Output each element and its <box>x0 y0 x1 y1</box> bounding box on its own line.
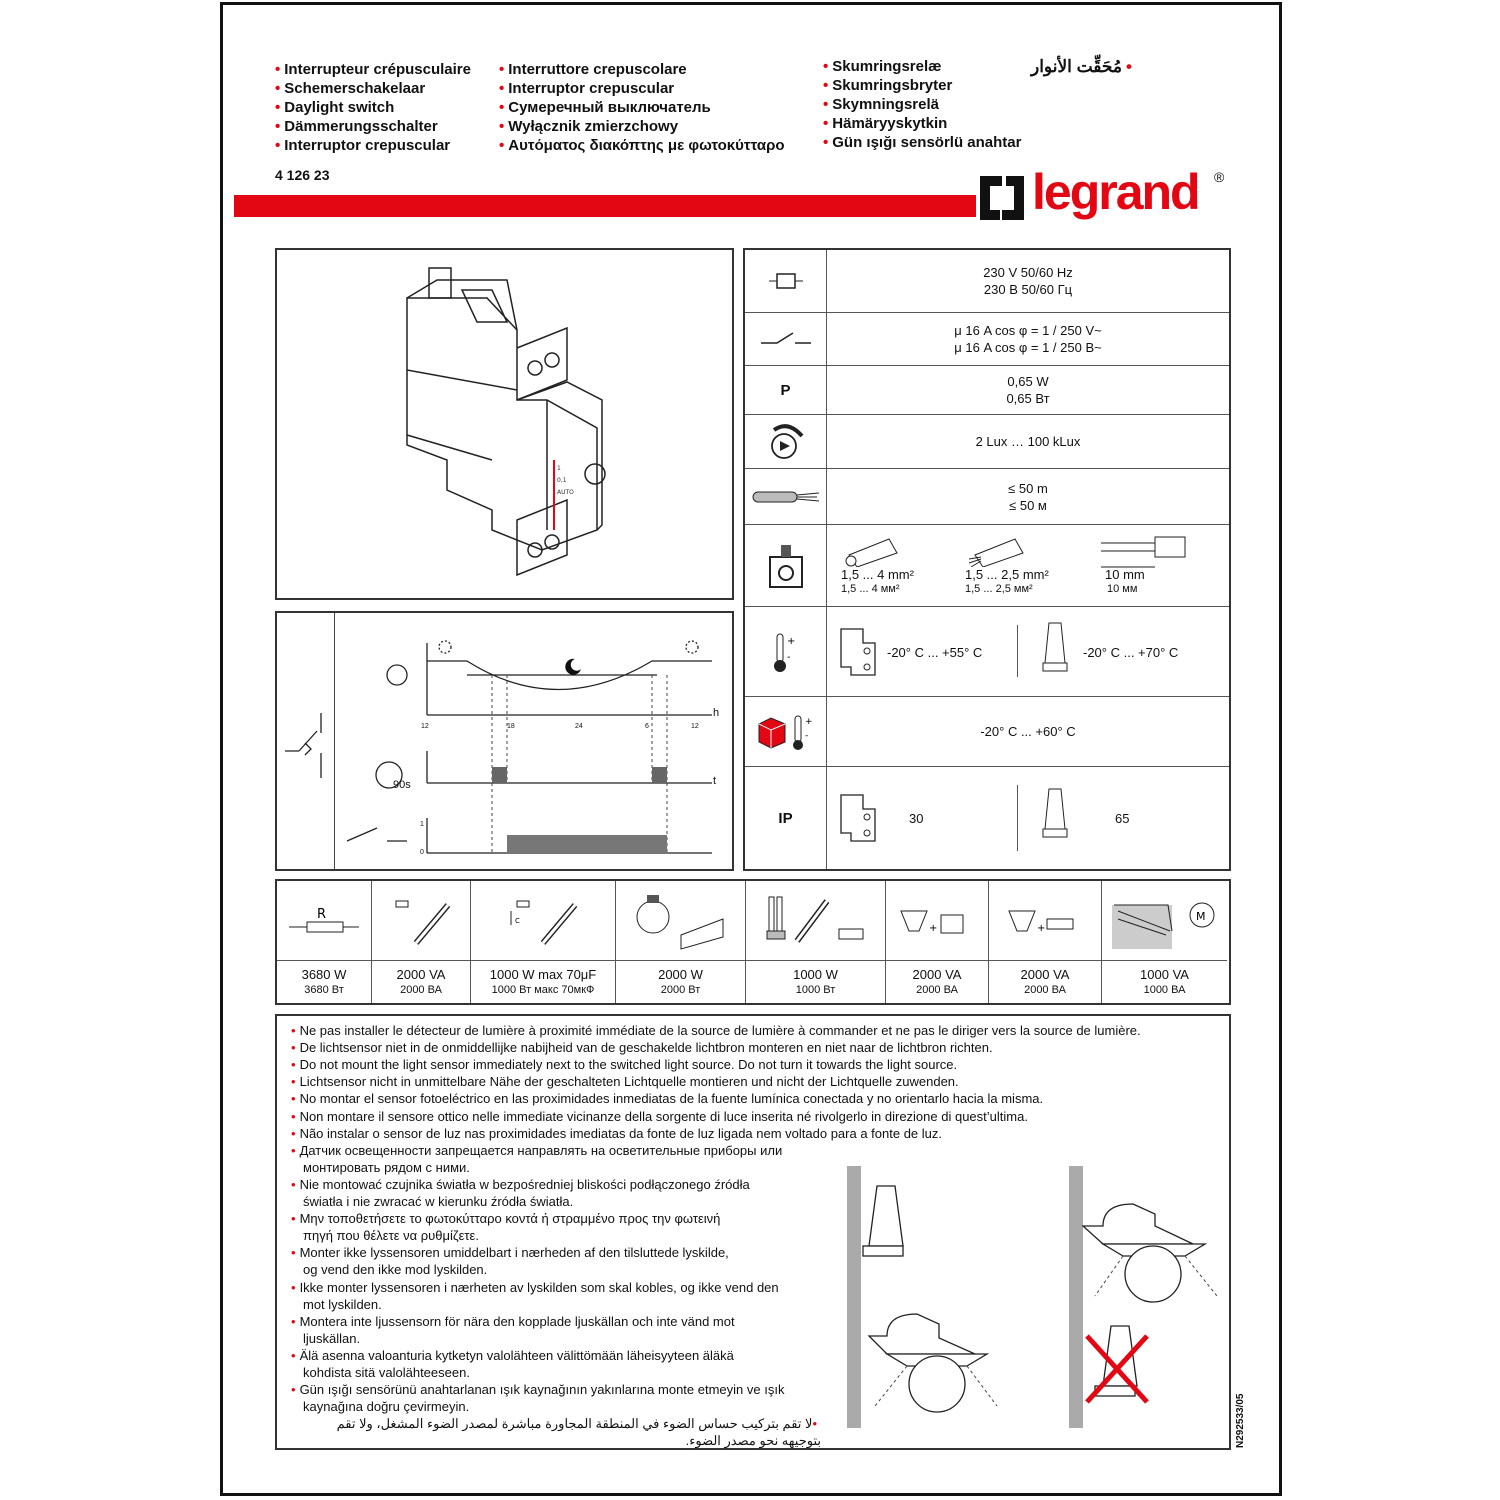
moon-icon <box>565 659 581 675</box>
wall-left <box>847 1166 861 1428</box>
load-value-ru-4: 1000 Вт <box>795 984 836 996</box>
col2-3: • Wyłącznik zmierzchowy <box>499 118 679 135</box>
col3-0: • Skumringsrelæ <box>823 58 942 75</box>
load-cell-2 <box>471 881 616 1003</box>
title-arabic: مُحَقِّت الأنوار • <box>1031 57 1132 76</box>
note-line-21: • Gün ışığı sensörünü anahtarlanan ışık kaynağının yakınlarına monte etmeyin ve ışık <box>291 1382 785 1398</box>
col3-2: • Skymningsrelä <box>823 96 939 113</box>
output-on-block <box>507 835 667 853</box>
svg-text:+: + <box>1037 922 1046 934</box>
terminal-screw-icon <box>768 543 804 589</box>
svg-text:AUTO: AUTO <box>557 489 574 496</box>
col1-4: • Interruptor crepuscular <box>275 137 451 154</box>
contact-icon <box>761 329 811 349</box>
delay-block-evening <box>492 767 507 783</box>
spec-contact: μ 16 A cos φ = 1 / 250 V~ μ 16 A cos φ = 1 / 250 В~ <box>745 313 1229 366</box>
svg-text:+: + <box>929 922 938 934</box>
product-picture-box <box>275 248 734 600</box>
spec-supply: 230 V 50/60 Hz 230 В 50/60 Гц <box>745 250 1229 313</box>
spec-ip: IP 30 65 <box>745 767 1229 869</box>
note-line-22: kaynağına doğru çevirmeyin. <box>303 1399 470 1415</box>
load-value-ru-1: 2000 ВА <box>400 984 442 996</box>
tick-12a: 12 <box>421 723 429 730</box>
light-sensor-icon <box>766 422 806 462</box>
note-line-15: • Ikke monter lyssensoren i nærheten av lyskilden som skal kobles, og ikke vend den <box>291 1279 779 1295</box>
note-line-11: • Μην τοποθετήσετε το φωτοκύτταρο κοντά ή στραμμένο προς την φωτεινή <box>291 1211 721 1227</box>
load-value-6: 2000 VA <box>1020 967 1070 982</box>
load-icon-3 <box>616 881 745 961</box>
wire-rigid-label: 1,5 ... 4 mm² <box>841 567 914 582</box>
load-value-4: 1000 W <box>793 967 838 982</box>
note-line-9: • Nie montować czujnika światła w bezpośredniej bliskości podłączonego źródła <box>291 1176 750 1192</box>
title-col-3 <box>823 57 1021 152</box>
y-1: 1 <box>420 821 424 828</box>
document-code: N292533/05 <box>1235 1393 1246 1448</box>
load-value-ru-5: 2000 ВА <box>916 984 958 996</box>
module-small-icon <box>837 621 881 681</box>
wall-right <box>1069 1166 1083 1428</box>
rigid-wire-icon <box>841 533 901 567</box>
load-value-3: 2000 W <box>658 967 703 982</box>
note-line-0: • Ne pas installer le détecteur de lumière à proximité immédiate de la source de lumière à commander et ne pas le diriger vers la source de lumière. <box>291 1023 1141 1038</box>
delay-90s: 90s <box>393 779 411 791</box>
col1-0: • Interrupteur crépusculaire <box>275 61 471 78</box>
spec-power: P 0,65 W 0,65 Вт <box>745 366 1229 415</box>
load-value-ru-7: 1000 ВА <box>1143 984 1186 996</box>
note-line-19: • Älä asenna valoanturia kytketyn valolähteen välittömään läheisyyteen äläkä <box>291 1347 734 1363</box>
load-icon-6 <box>989 881 1101 961</box>
strip-label: 10 mm <box>1105 567 1145 582</box>
coil-icon <box>769 271 803 291</box>
svg-text:1: 1 <box>557 465 561 472</box>
wire-flex-label-ru: 1,5 ... 2,5 мм² <box>965 583 1033 595</box>
load-icon-0 <box>277 881 371 961</box>
temp-module-label: -20° C ... +55° C <box>887 645 983 660</box>
note-line-13: • Monter ikke lyssensoren umiddelbart i nærheden af den tilsluttede lyskilde, <box>291 1245 729 1261</box>
load-value-ru-0: 3680 Вт <box>304 984 344 996</box>
temp-sensor-label: -20° C ... +70° C <box>1083 645 1179 660</box>
load-value-ru-6: 2000 ВА <box>1024 984 1066 996</box>
delay-block-morning <box>652 767 667 783</box>
note-line-7: • Датчик освещенности запрещается направлять на осветительные приборы или <box>291 1142 783 1158</box>
spec-distance: ≤ 50 m ≤ 50 м <box>745 469 1229 525</box>
load-cell-6 <box>989 881 1102 1003</box>
note-line-4: • No montar el sensor fotoeléctrico en las proximidades inmediatas de la fuente lumínica conectada y no orientarlo hacia la misma. <box>291 1091 1044 1107</box>
strip-label-ru: 10 мм <box>1107 583 1138 595</box>
col1-2: • Daylight switch <box>275 99 395 116</box>
product-reference: 4 126 23 <box>275 167 330 183</box>
sensor-small-icon <box>1041 619 1071 679</box>
spec-wiring <box>745 525 1229 607</box>
load-cell-5 <box>886 881 989 1003</box>
load-cell-7 <box>1102 881 1227 1003</box>
load-icon-4 <box>746 881 885 961</box>
svg-text:-: - <box>804 730 808 741</box>
wire-rigid-label-ru: 1,5 ... 4 мм² <box>841 583 900 595</box>
load-value-0: 3680 W <box>301 967 347 982</box>
cable-icon <box>751 487 821 507</box>
col1-3: • Dämmerungsschalter <box>275 118 438 135</box>
col2-1: • Interruptor crepuscular <box>499 80 675 97</box>
load-cell-1 <box>372 881 471 1003</box>
sensor-ip-icon <box>1041 785 1071 845</box>
module-ip-icon <box>837 787 881 847</box>
svg-text:+: + <box>786 635 795 647</box>
load-value-ru-2: 1000 Вт макс 70мкФ <box>491 984 595 996</box>
col3-1: • Skumringsbryter <box>823 77 953 94</box>
note-line-23: •لا تقم بتركيب حساس الضوء في المنطقة المجاورة مباشرة لمصدر الضوء المشغل، ولا تقم <box>336 1416 817 1432</box>
strip-length-icon <box>1099 533 1189 569</box>
col1-1: • Schemerschakelaar <box>275 80 426 97</box>
title-col-2 <box>499 60 785 155</box>
load-value-7: 1000 VA <box>1140 967 1189 982</box>
module-drawing-icon <box>277 250 732 598</box>
load-value-5: 2000 VA <box>912 967 962 982</box>
svg-text:-: - <box>786 651 791 663</box>
note-line-8: монтировать рядом с ними. <box>303 1159 470 1175</box>
wire-flex-label: 1,5 ... 2,5 mm² <box>965 567 1049 582</box>
note-line-6: • Não instalar o sensor de luz nas proximidades imediatas da fonte de luz ligada nem voltado para a fonte de luz. <box>291 1125 943 1141</box>
note-line-5: • Non montare il sensore ottico nelle immediate vicinanze della sorgente di luce inserita né rivolgerlo in direzione di quest’ultima. <box>291 1108 1028 1124</box>
svg-text:C: C <box>515 916 520 925</box>
load-icon-5 <box>886 881 988 961</box>
load-icon-2 <box>471 881 615 961</box>
registered-mark: ® <box>1214 169 1225 185</box>
load-cell-0 <box>277 881 372 1003</box>
timing-diagram <box>277 613 732 869</box>
svg-text:M: M <box>1195 909 1205 923</box>
col2-2: • Сумеречный выключатель <box>499 99 711 116</box>
axis-unit-t: t <box>713 775 717 787</box>
storage-box-icon <box>755 712 817 752</box>
thermometer-icon <box>771 630 801 674</box>
load-icon-7 <box>1102 881 1227 961</box>
spec-operating-temp <box>745 607 1229 697</box>
note-line-17: • Montera inte ljussensorn för nära den kopplade ljuskällan och inte vänd mot <box>291 1313 735 1329</box>
ip-sensor-value: 65 <box>1115 811 1130 826</box>
svg-text:+: + <box>804 716 813 727</box>
legrand-logo-icon <box>978 172 1028 224</box>
loads-table <box>275 879 1231 1005</box>
col2-4: • Αυτόματος διακόπτης με φωτοκύτταρο <box>499 137 785 154</box>
spec-lux: 2 Lux … 100 kLux <box>745 415 1229 469</box>
legrand-wordmark: legrand <box>1032 164 1199 220</box>
ip-module-value: 30 <box>909 811 924 826</box>
document-frame <box>220 2 1282 1496</box>
note-line-10: światła i nie zwracać w kierunku źródła światła. <box>303 1194 574 1209</box>
flex-wire-icon <box>967 533 1027 567</box>
col2-0: • Interruttore crepuscolare <box>499 61 687 78</box>
tick-12b: 12 <box>691 723 699 730</box>
load-cell-3 <box>616 881 746 1003</box>
load-cell-4 <box>746 881 886 1003</box>
mounting-illustration <box>847 1166 1227 1432</box>
note-line-14: og vend den ikke mod lyskilden. <box>303 1262 488 1278</box>
note-line-16: mot lyskilden. <box>303 1296 382 1312</box>
note-line-1: • De lichtsensor niet in de onmiddellijke nabijheid van de geschakelde lichtbron monteren en niet naar de lichtbron richten. <box>291 1040 993 1056</box>
note-line-2: • Do not mount the light sensor immediately next to the switched light source. Do not turn it towards the light source. <box>291 1057 958 1073</box>
tick-6: 6 <box>645 723 649 730</box>
tick-18: 18 <box>507 723 515 730</box>
note-line-3: • Lichtsensor nicht in unmittelbare Nähe der geschalteten Lichtquelle montieren und nicht der Lichtquelle zuwenden. <box>291 1074 959 1090</box>
load-value-2: 1000 W max 70μF <box>489 967 597 982</box>
tick-24: 24 <box>575 723 583 730</box>
col3-3: • Hämäryyskytkin <box>823 115 948 132</box>
load-value-1: 2000 VA <box>396 967 446 982</box>
note-line-12: πηγή που θέλετε να ρυθμίζετε. <box>303 1228 479 1244</box>
load-icon-1 <box>372 881 470 961</box>
timing-diagram-box <box>275 611 734 871</box>
note-line-18: ljuskällan. <box>303 1330 361 1346</box>
col3-4: • Gün ışığı sensörlü anahtar <box>823 134 1022 151</box>
y-0: 0 <box>420 849 424 856</box>
note-line-24: بتوجيهه نحو مصدر الضوء. <box>685 1433 821 1449</box>
legrand-logo <box>976 164 1276 233</box>
svg-text:R: R <box>317 906 327 922</box>
svg-text:0,1: 0,1 <box>557 477 567 484</box>
red-band <box>234 195 976 217</box>
title-col-1 <box>275 60 471 155</box>
note-line-20: kohdista sitä valolähteeseen. <box>303 1365 470 1380</box>
specifications-box <box>743 248 1231 871</box>
spec-storage-temp: + - -20° C ... +60° C <box>745 697 1229 767</box>
load-value-ru-3: 2000 Вт <box>660 984 701 996</box>
installation-notes-box <box>275 1014 1231 1450</box>
axis-unit-h: h <box>713 707 720 719</box>
